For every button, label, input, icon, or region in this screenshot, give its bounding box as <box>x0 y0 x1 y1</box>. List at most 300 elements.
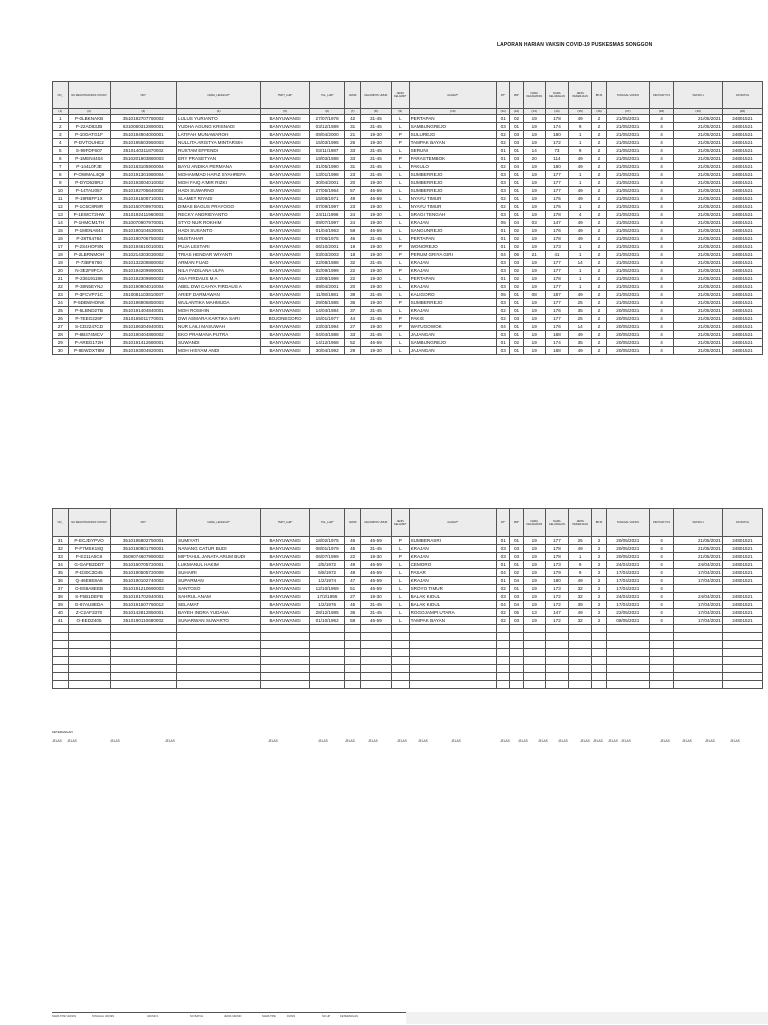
table-cell: 03 <box>510 593 523 601</box>
empty-cell <box>409 665 497 673</box>
table-cell: 42 <box>345 115 361 123</box>
table-cell: 21/05/2021 <box>606 283 649 291</box>
table-cell: 03 <box>497 179 510 187</box>
column-header: VAKSIN 1 <box>674 509 723 537</box>
empty-cell <box>345 641 361 649</box>
table-cell: BANYUWANGI <box>261 283 310 291</box>
empty-cell <box>510 657 523 665</box>
table-cell: 14/12/1968 <box>309 339 344 347</box>
column-header: NO_ <box>53 509 69 537</box>
table-cell: O-EEDZ405 <box>68 617 110 625</box>
jelas-label: JELAS <box>345 739 355 743</box>
table-cell: 24/04/2021 <box>606 593 649 601</box>
table-cell: BANYUWANGI <box>261 609 310 617</box>
table-cell: BALAK KIDUL <box>409 601 497 609</box>
table-cell: 24801521 <box>722 569 762 577</box>
table-cell: 1 <box>569 251 592 259</box>
table-cell: 30/04/1992 <box>309 347 344 355</box>
table-row <box>53 561 763 569</box>
table-cell: 4 <box>649 219 673 227</box>
table-cell: 21/05/2021 <box>674 299 723 307</box>
table-cell: L <box>391 187 409 195</box>
table-cell: 2 <box>592 577 606 585</box>
table-cell: MOHAMMAD HAFIZ SYAHREFA <box>177 171 261 179</box>
table-cell: 04 <box>497 323 510 331</box>
table-cell: P-5LBND2TB <box>68 307 110 315</box>
table-cell: 49 <box>569 115 592 123</box>
table-cell: 3510192309990002 <box>110 275 176 283</box>
table-row <box>53 577 763 585</box>
table-cell: CEMORO <box>409 561 497 569</box>
table-cell: SANGUNREJO <box>409 227 497 235</box>
empty-cell <box>722 681 762 689</box>
table-cell: 01 <box>497 577 510 585</box>
table-cell: L <box>391 203 409 211</box>
table-cell: P-73BF6780 <box>68 259 110 267</box>
table-cell: 24 <box>53 299 69 307</box>
table-cell: 45 <box>345 545 361 553</box>
table-cell: 24801521 <box>722 179 762 187</box>
table-cell: 02 <box>497 315 510 323</box>
empty-cell <box>345 649 361 657</box>
table-row <box>53 211 763 219</box>
table-cell: 39 <box>345 291 361 299</box>
table-cell: 1 <box>569 267 592 275</box>
table-cell: P-5DBWHONK <box>68 299 110 307</box>
table-cell: 24801521 <box>722 147 762 155</box>
table-cell: 21/05/2021 <box>674 171 723 179</box>
table-cell: 46-59 <box>360 585 391 593</box>
table-cell: 01 <box>497 339 510 347</box>
table-cell: 24801521 <box>722 195 762 203</box>
empty-row <box>53 625 763 633</box>
table-cell: STYO NUR ROKHIM <box>177 219 261 227</box>
table-cell: L <box>391 235 409 243</box>
table-cell: 21/05/2021 <box>674 219 723 227</box>
table-cell: 31-45 <box>360 163 391 171</box>
table-cell: P-7EEG226F <box>68 315 110 323</box>
empty-cell <box>569 681 592 689</box>
table-cell: 4 <box>649 187 673 195</box>
table-cell: 3510193004920001 <box>110 347 176 355</box>
column-header: NAMA KELURAHAN <box>545 82 568 109</box>
table-cell: 21/05/2021 <box>674 347 723 355</box>
table-cell: 2 <box>592 347 606 355</box>
table-cell: 31-45 <box>360 155 391 163</box>
table-cell: 21/05/2021 <box>674 323 723 331</box>
empty-cell <box>523 625 545 633</box>
table-cell: 24801521 <box>722 553 762 561</box>
table-cell: 172 <box>545 617 568 625</box>
table-cell: 04 <box>510 163 523 171</box>
table-cell: 13/01/1998 <box>309 171 344 179</box>
empty-cell <box>177 625 261 633</box>
empty-cell <box>674 641 723 649</box>
table-cell: 19 <box>523 115 545 123</box>
table-cell: 19 <box>523 211 545 219</box>
table-cell: P <box>391 315 409 323</box>
table-cell: MUSTAHAR <box>177 235 261 243</box>
table-cell: 114 <box>545 155 568 163</box>
table-cell: 06 <box>510 251 523 259</box>
table-cell: NANANG CATUR BUDI <box>177 545 261 553</box>
table-cell: 172 <box>545 601 568 609</box>
table-cell: 4 <box>649 243 673 251</box>
table-cell: 2 <box>592 601 606 609</box>
table-cell: L <box>391 561 409 569</box>
table-cell: 2 <box>592 307 606 315</box>
table-cell: 17/04/2021 <box>606 601 649 609</box>
table-cell: 21/05/2021 <box>674 179 723 187</box>
jelas-label: JELAS <box>500 739 510 743</box>
table-cell: 178 <box>545 211 568 219</box>
table-cell: 21/05/2021 <box>674 537 723 545</box>
table-cell: 17/2/1995 <box>309 593 344 601</box>
empty-cell <box>391 681 409 689</box>
table-cell: 2 <box>592 545 606 553</box>
empty-cell <box>261 625 310 633</box>
table-cell: 01 <box>497 147 510 155</box>
table-cell: 03 <box>510 155 523 163</box>
table-cell: 28/12/1985 <box>309 609 344 617</box>
table-cell: 173 <box>545 561 568 569</box>
table-cell: 09/07/1997 <box>309 219 344 227</box>
table-cell: 1 <box>569 283 592 291</box>
empty-cell <box>68 633 110 641</box>
table-cell: SLAMET RIYADI <box>177 195 261 203</box>
table-cell: 1 <box>569 203 592 211</box>
jelas-label: JELAS <box>451 739 461 743</box>
table-cell: 1 <box>569 179 592 187</box>
table-cell: TAMPAK BAYAN <box>409 139 497 147</box>
table-cell: 3510190706750002 <box>110 235 176 243</box>
table-cell: 02 <box>497 139 510 147</box>
table-cell <box>674 585 723 593</box>
empty-cell <box>110 681 176 689</box>
empty-cell <box>345 657 361 665</box>
table-cell: 3510190110680002 <box>110 617 176 625</box>
empty-cell <box>261 633 310 641</box>
table-cell: 173 <box>545 243 568 251</box>
empty-cell <box>649 673 673 681</box>
table-cell: 21/05/2021 <box>606 195 649 203</box>
table-cell: 19 <box>523 227 545 235</box>
table-cell: 177 <box>545 537 568 545</box>
empty-cell <box>510 665 523 673</box>
table-cell: L <box>391 147 409 155</box>
table-cell: NYAYU TIMUR <box>409 203 497 211</box>
table-cell: 3510193004010002 <box>110 179 176 187</box>
empty-cell <box>592 649 606 657</box>
table-cell: 4 <box>649 569 673 577</box>
table-cell: 18/02/1975 <box>309 537 344 545</box>
table-cell: 24801521 <box>722 537 762 545</box>
table-cell: P <box>391 299 409 307</box>
table-cell: 49 <box>569 227 592 235</box>
empty-row <box>53 673 763 681</box>
table-cell: 21/05/2021 <box>674 259 723 267</box>
empty-cell <box>545 665 568 673</box>
table-cell: 21/05/2021 <box>606 123 649 131</box>
table-cell: 41 <box>545 251 568 259</box>
table-cell: 09/04/2001 <box>309 283 344 291</box>
table-cell: 01 <box>510 291 523 299</box>
table-cell: 20/05/2021 <box>606 347 649 355</box>
table-cell: 17/04/2021 <box>674 609 723 617</box>
table-cell: KRAJAN <box>409 219 497 227</box>
table-row <box>53 163 763 171</box>
table-cell: PERUM GRIYA GIRI <box>409 251 497 259</box>
table-cell: ABEL DWI CAHYA FIRDAUS A <box>177 283 261 291</box>
table-row <box>53 227 763 235</box>
table-cell: 20 <box>523 155 545 163</box>
empty-row <box>53 681 763 689</box>
table-cell: 17/04/2021 <box>674 617 723 625</box>
table-cell: 46-59 <box>360 577 391 585</box>
table-cell: 32 <box>345 259 361 267</box>
table-cell: 31-45 <box>360 545 391 553</box>
empty-cell <box>360 649 391 657</box>
table-cell: 46-59 <box>360 561 391 569</box>
empty-cell <box>569 641 592 649</box>
table-cell: SUMIYATI <box>177 537 261 545</box>
empty-cell <box>722 665 762 673</box>
table-cell: YUDHA AGUNG KRISNADI <box>177 123 261 131</box>
table-cell: P-236191198 <box>68 275 110 283</box>
empty-cell <box>674 681 723 689</box>
table-cell: 24/04/2021 <box>674 593 723 601</box>
table-cell: 5 <box>53 147 69 155</box>
table-cell: SELAMAT <box>177 601 261 609</box>
empty-cell <box>391 665 409 673</box>
table-cell: 24801521 <box>722 577 762 585</box>
table-cell: PUJA LESTARI <box>177 243 261 251</box>
table-cell: L <box>391 179 409 187</box>
table-cell: 2 <box>592 553 606 561</box>
table-cell: 4 <box>649 545 673 553</box>
empty-cell <box>110 633 176 641</box>
table-cell: 3510132208880002 <box>110 259 176 267</box>
table-cell: 21/05/2021 <box>674 339 723 347</box>
table-cell: 4 <box>649 123 673 131</box>
table-cell: 2 <box>592 315 606 323</box>
table-cell: 20 <box>345 179 361 187</box>
table-cell: 26 <box>53 315 69 323</box>
table-cell: L <box>391 347 409 355</box>
table-cell: 01 <box>510 195 523 203</box>
jelas-label: JELAS <box>52 739 62 743</box>
table-cell: 19 <box>523 323 545 331</box>
table-cell: 03 <box>497 171 510 179</box>
table-cell: 19-30 <box>360 203 391 211</box>
empty-cell <box>309 625 344 633</box>
table-cell: 19 <box>523 259 545 267</box>
table-cell: P-1C5C8R8R <box>68 203 110 211</box>
table-cell: 19 <box>523 347 545 355</box>
empty-cell <box>360 657 391 665</box>
table-cell: 19-30 <box>360 283 391 291</box>
table-cell: SULUREJO <box>409 131 497 139</box>
jelas-label: JELAS <box>67 739 77 743</box>
table-cell: 20/05/2021 <box>606 323 649 331</box>
table-cell: 03 <box>497 299 510 307</box>
empty-cell <box>68 673 110 681</box>
column-header: JENIS PEKERJAAN <box>569 82 592 109</box>
table-cell: 4 <box>649 203 673 211</box>
keterangan-label: KETERANGAN <box>52 730 73 734</box>
table-cell: 48 <box>345 569 361 577</box>
empty-cell <box>53 657 69 665</box>
table-cell: 02 <box>510 339 523 347</box>
empty-cell <box>497 681 510 689</box>
table-cell: P-28T64764 <box>68 235 110 243</box>
empty-cell <box>674 649 723 657</box>
table-cell: 19-30 <box>360 243 391 251</box>
jelas-label: JELAS <box>682 739 692 743</box>
table-cell: P <box>391 323 409 331</box>
empty-cell <box>53 681 69 689</box>
table-cell: 21/05/2021 <box>606 147 649 155</box>
column-header: TANGGAL VAKSIN <box>606 509 649 537</box>
table-cell: 17/04/2021 <box>674 569 723 577</box>
table-cell: PERTAPAN <box>409 235 497 243</box>
empty-cell <box>391 641 409 649</box>
table-cell: O-E56A8EEB <box>68 585 110 593</box>
empty-cell <box>360 641 391 649</box>
table-cell: WATUGOWOK <box>409 323 497 331</box>
table-cell: P-1MEN4404 <box>68 155 110 163</box>
table-cell: L <box>391 601 409 609</box>
table-cell: 23 <box>345 171 361 179</box>
table-cell: 22 <box>345 267 361 275</box>
table-cell: 3510192411960003 <box>110 211 176 219</box>
table-cell: 19 <box>523 307 545 315</box>
column-header: BPJS <box>592 509 606 537</box>
table-cell: 21/05/2021 <box>674 307 723 315</box>
table-cell: 19-30 <box>360 219 391 227</box>
column-index: (19) <box>674 109 723 115</box>
table-cell: 03 <box>497 259 510 267</box>
jelas-row <box>0 739 768 747</box>
empty-cell <box>545 641 568 649</box>
table-cell: 46-59 <box>360 537 391 545</box>
table-cell: BANYUWANGI <box>261 163 310 171</box>
table-cell: 3510191210690003 <box>110 585 176 593</box>
table-cell: 08 <box>523 291 545 299</box>
table-cell: 46 <box>345 537 361 545</box>
column-index: (8) <box>360 109 391 115</box>
table-cell: 07/09/1997 <box>309 203 344 211</box>
table-cell: 19 <box>523 179 545 187</box>
table-cell: 21/05/2021 <box>606 163 649 171</box>
table-cell: 46-59 <box>360 187 391 195</box>
table-cell: 02 <box>510 569 523 577</box>
table-cell: 31-45 <box>360 147 391 155</box>
table-cell: 19 <box>523 577 545 585</box>
table-row <box>53 131 763 139</box>
table-cell: SUHAIRI <box>177 569 261 577</box>
table-cell: BANYUWANGI <box>261 569 310 577</box>
table-cell: SROYO TIMUR <box>409 585 497 593</box>
table-cell: 21/05/2021 <box>606 171 649 179</box>
table-cell: 49 <box>569 195 592 203</box>
table-cell: N-3E2F9FCA <box>68 267 110 275</box>
empty-cell <box>523 681 545 689</box>
empty-cell <box>545 681 568 689</box>
empty-cell <box>110 657 176 665</box>
column-header: TMPT_LHR* <box>261 509 310 537</box>
table-cell: 12 <box>53 203 69 211</box>
table-cell: 4 <box>649 179 673 187</box>
table-cell: 21/05/2021 <box>606 211 649 219</box>
table-cell: 01 <box>510 323 523 331</box>
empty-cell <box>345 625 361 633</box>
table-cell: S-99FDF607 <box>68 147 110 155</box>
table-cell: 03 <box>510 545 523 553</box>
empty-cell <box>545 649 568 657</box>
table-cell: 31-45 <box>360 291 391 299</box>
table-cell: 03 <box>497 331 510 339</box>
table-cell: P-1MENA844 <box>68 227 110 235</box>
empty-cell <box>592 673 606 681</box>
empty-cell <box>649 625 673 633</box>
table-cell: KRAJAN <box>409 553 497 561</box>
table-cell: 46-59 <box>360 339 391 347</box>
table-cell: 03 <box>510 131 523 139</box>
empty-cell <box>510 633 523 641</box>
table-cell: 39 <box>569 601 592 609</box>
empty-cell <box>722 657 762 665</box>
table-row <box>53 219 763 227</box>
table-cell: 58 <box>345 227 361 235</box>
table-cell: SUMBERREJO <box>409 299 497 307</box>
empty-cell <box>261 657 310 665</box>
empty-cell <box>409 633 497 641</box>
table-cell: 04 <box>497 601 510 609</box>
table-row <box>53 243 763 251</box>
table-cell: 2 <box>592 235 606 243</box>
table-cell: 2 <box>592 115 606 123</box>
table-cell: 2 <box>592 291 606 299</box>
table-cell: 6 <box>53 155 69 163</box>
table-cell: BANYUWANGI <box>261 155 310 163</box>
empty-cell <box>261 649 310 657</box>
column-header: PENYAKIT KS <box>649 509 673 537</box>
table-cell: 04 <box>510 219 523 227</box>
table-cell: 4 <box>649 131 673 139</box>
empty-cell <box>497 641 510 649</box>
table-cell: L <box>391 331 409 339</box>
table-cell: 01 <box>497 235 510 243</box>
empty-cell <box>68 641 110 649</box>
jelas-label: JELAS <box>368 739 378 743</box>
table-cell: 21/05/2021 <box>674 147 723 155</box>
table-cell: 2/5/1972 <box>309 561 344 569</box>
column-header: JENIS KELAMIN* <box>391 82 409 109</box>
table-cell: 26 <box>345 139 361 147</box>
column-header: NAMA_LENGKAP* <box>177 509 261 537</box>
table-cell: 4 <box>649 617 673 625</box>
table-cell: 01 <box>497 243 510 251</box>
footer-shaded-area <box>406 1012 768 1024</box>
table-cell: 4 <box>649 163 673 171</box>
table-cell: 12/10/1969 <box>309 585 344 593</box>
table-cell: 19 <box>523 569 545 577</box>
table-cell: BANYUWANGI <box>261 299 310 307</box>
table-cell: 21/05/2021 <box>606 227 649 235</box>
table-cell: 19-30 <box>360 139 391 147</box>
table-cell: 2 <box>592 593 606 601</box>
